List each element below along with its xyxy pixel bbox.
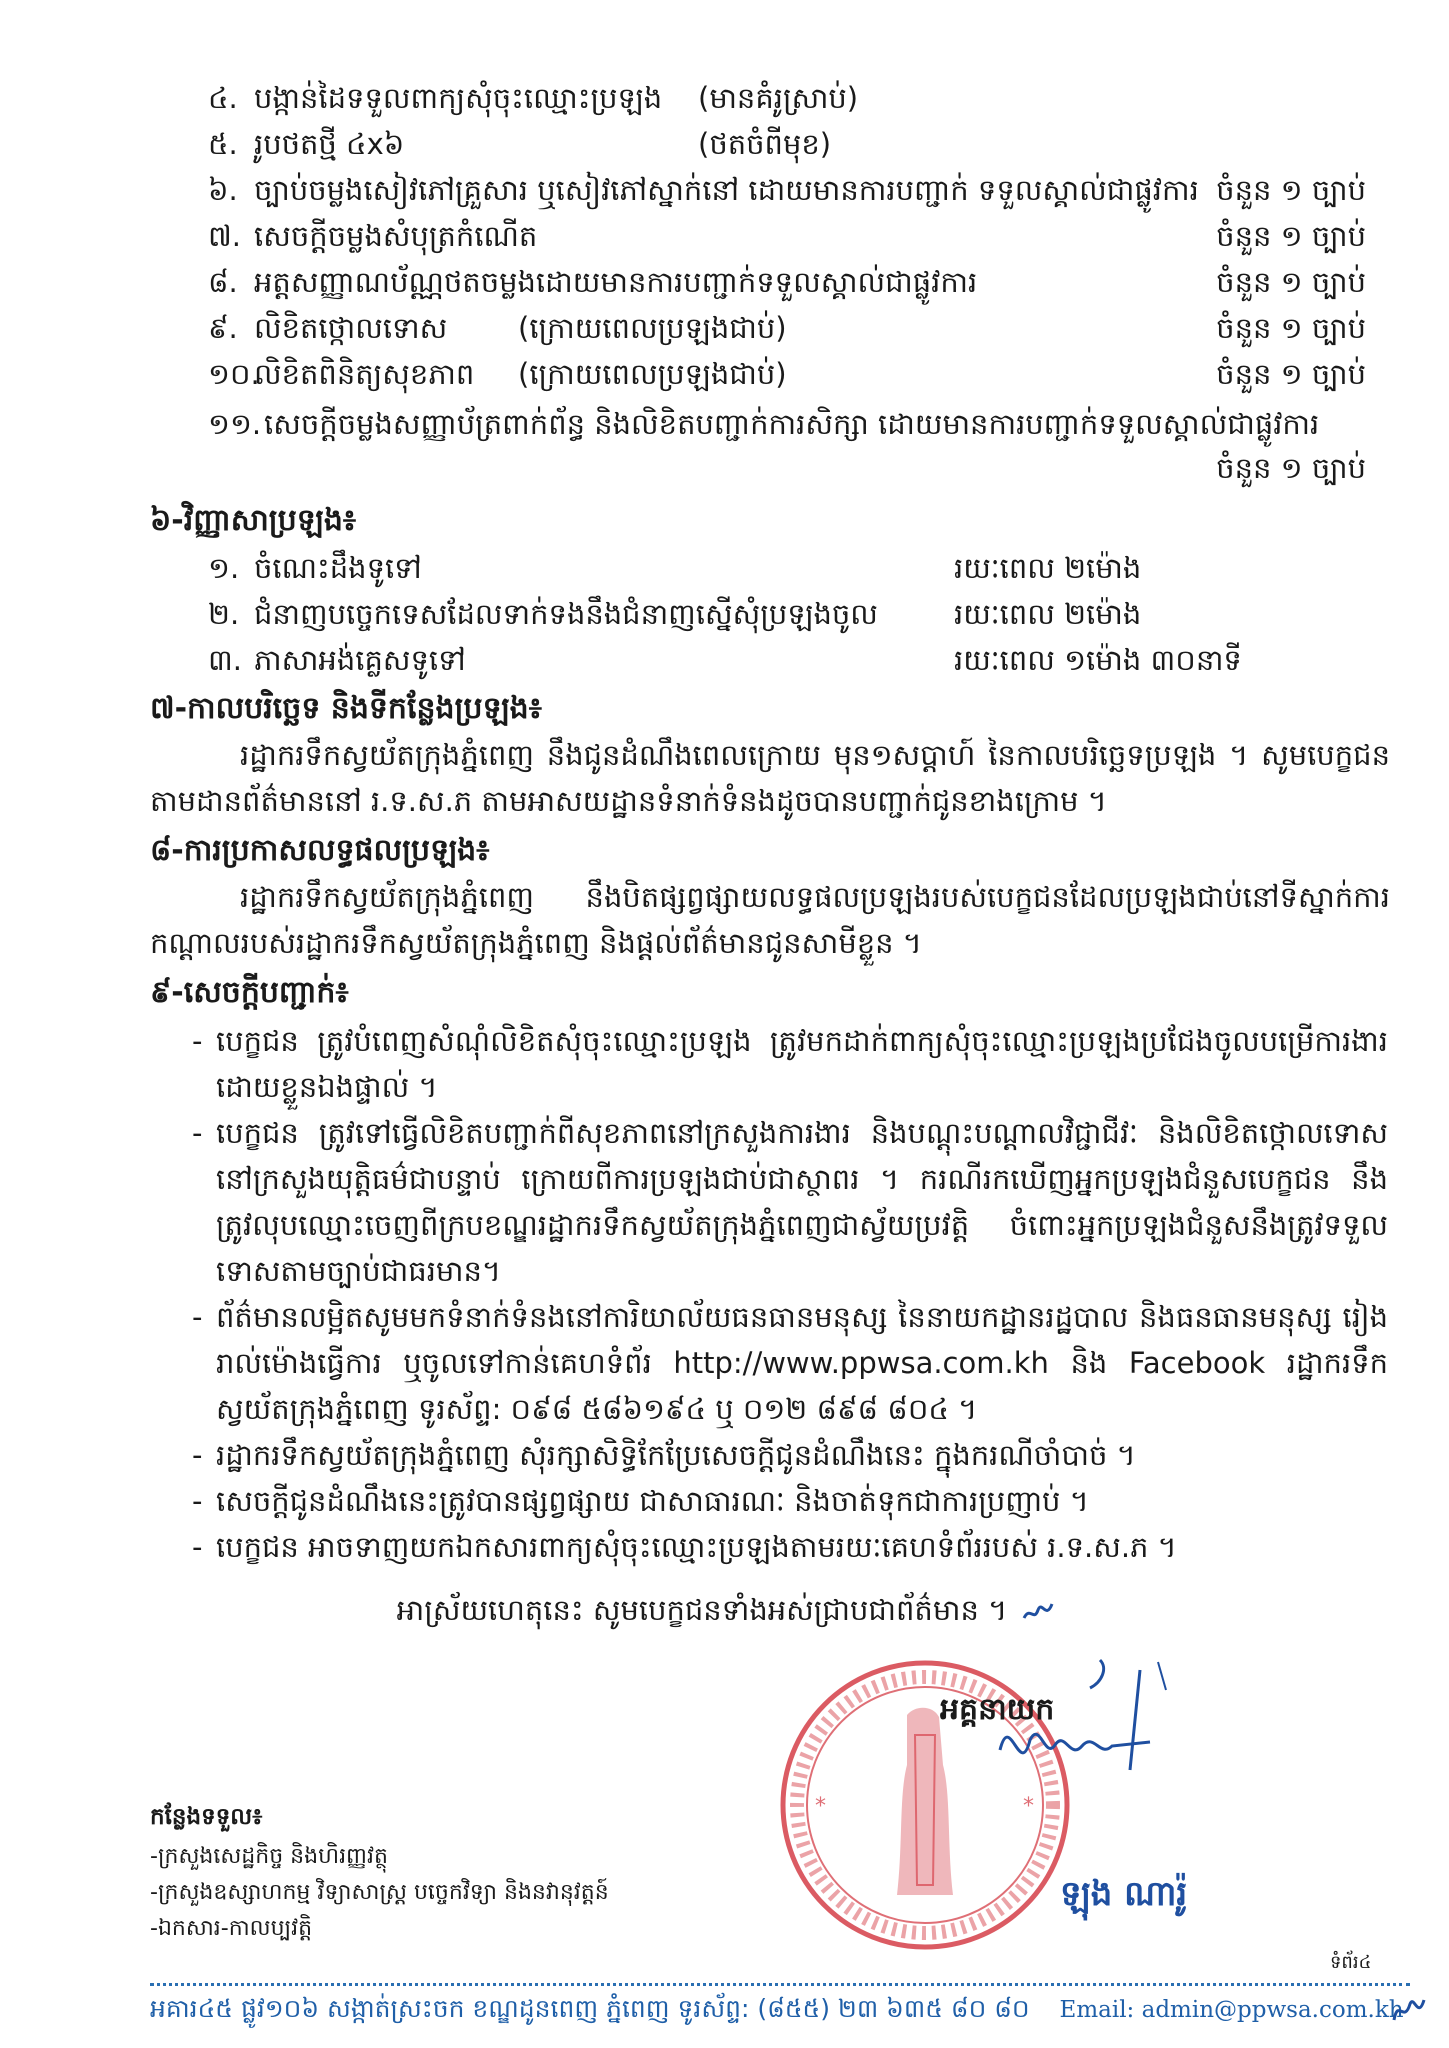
bullet-dash: - — [192, 1300, 203, 1334]
subject-duration: រយៈពេល ២ម៉ោង — [954, 597, 1142, 631]
signer-name: ឡុង ណារ៉ូ — [1060, 1874, 1188, 1914]
section-8-title: ៨-ការប្រកាសលទ្ធផលប្រឡង៖ — [150, 833, 490, 868]
item-text: ច្បាប់ចម្លងសៀវភៅគ្រួសារ ឬសៀវភៅស្នាក់នៅ ដោយមានការបញ្ជាក់ ទទួលស្គាល់ជាផ្លូវការ — [254, 173, 1199, 207]
note-bullet-2 — [192, 1110, 1388, 1294]
recipient-item: -ក្រសួងសេដ្ឋកិច្ច និងហិរញ្ញវត្ថុ — [150, 1844, 388, 1869]
bullet-dash: - — [192, 1484, 203, 1518]
bullet-dash: - — [192, 1438, 203, 1472]
note-bullet-5 — [192, 1478, 1388, 1524]
item-text: សេចក្តីចម្លងសញ្ញាប័ត្រពាក់ព័ន្ធ និងលិខិតបញ្ជាក់ការសិក្សា ដោយមានការបញ្ជាក់ទទួលស្គាល់ជាផ្លូវការ — [264, 407, 1320, 441]
initial-mark-icon — [1020, 1596, 1056, 1626]
bullet-dash: - — [192, 1116, 203, 1150]
closing-text: អាស្រ័យហេតុនេះ សូមបេក្ខជនទាំងអស់ជ្រាបជាព័ត៌មាន ។ — [396, 1593, 1008, 1627]
footer-initial-mark-icon — [1388, 1990, 1428, 2030]
item-number: ៧. — [208, 219, 242, 253]
item-count: ចំនួន ១ ច្បាប់ — [1216, 357, 1366, 391]
footer-divider — [150, 1983, 1410, 1986]
subject-duration: រយៈពេល ២ម៉ោង — [954, 551, 1142, 585]
recipient-item: -ឯកសារ-កាលប្បវត្តិ — [150, 1916, 313, 1941]
note-bullet-4 — [192, 1432, 1388, 1478]
item-number: ៦. — [208, 173, 238, 207]
item-count: ចំនួន ១ ច្បាប់ — [1216, 265, 1366, 299]
footer-email: Email: admin@ppwsa.com.kh — [1059, 1997, 1404, 2023]
item-count: ចំនួន ១ ច្បាប់ — [1216, 173, 1366, 207]
item-note: (មានគំរូស្រាប់) — [698, 81, 859, 115]
page-number: ទំព័រ៤ — [1330, 1952, 1372, 1973]
item-number: ៤. — [208, 81, 238, 115]
item-number: ៨. — [208, 265, 238, 299]
bullet-text: បេក្ខជន ត្រូវទៅធ្វើលិខិតបញ្ជាក់ពីសុខភាពនៅក្រសួងការងារ និងបណ្តុះបណ្តាលវិជ្ជាជីវៈ និងលិខិតថ្កោលទោសនៅក្រសួងយុត្តិធម៌ជាបន្ទាប់ ក្រោយពីការប្រឡងជាប់ជាស្ថាពរ ។ ករណីរកឃើញអ្នកប្រឡងជំនួសបេក្ខជន នឹងត្រូវលុបឈ្មោះចេញពីក្របខណ្ឌរដ្ឋាករទឹកស្វយ័តក្រុងភ្នំពេញជាស្វ័យប្រវត្តិ ចំពោះអ្នកប្រឡងជំនួសនឹងត្រូវទទួលទោសតាមច្បាប់ជាធរមាន។ — [216, 1116, 1388, 1288]
signer-title: អគ្គនាយក — [940, 1692, 1055, 1727]
section-7-title: ៧-កាលបរិច្ឆេទ និងទីកន្លែងប្រឡង៖ — [150, 691, 542, 726]
item-text: សេចក្តីចម្លងសំបុត្រកំណើត — [254, 219, 538, 253]
item-text: លិខិតពិនិត្យសុខភាព — [254, 357, 475, 391]
item-note: (ថតចំពីមុខ) — [698, 127, 832, 161]
bullet-text: រដ្ឋាករទឹកស្វយ័តក្រុងភ្នំពេញ សុំរក្សាសិទ្ធិកែប្រែសេចក្តីជូនដំណឹងនេះ ក្នុងករណីចាំបាច់ ។ — [216, 1438, 1136, 1472]
item-count: ចំនួន ១ ច្បាប់ — [1216, 311, 1366, 345]
section-6-title: ៦-វិញ្ញាសាប្រឡង៖ — [150, 503, 357, 538]
item-text: រូបថតថ្មី ៤x៦ — [254, 127, 405, 161]
section-8-body: រដ្ឋាករទឹកស្វយ័តក្រុងភ្នំពេញ នឹងបិតផ្សព្វផ្សាយលទ្ធផលប្រឡងរបស់បេក្ខជនដែលប្រឡងជាប់នៅទីស្នាក់ការកណ្តាលរបស់រដ្ឋាករទឹកស្វយ័តក្រុងភ្នំពេញ និងផ្តល់ព័ត៌មានជូនសាមីខ្លួន ។ — [150, 880, 1390, 960]
subject-text: ជំនាញបច្ចេកទេសដែលទាក់ទងនឹងជំនាញស្នើសុំប្រឡងចូល — [254, 597, 878, 631]
bullet-dash: - — [192, 1530, 203, 1564]
bullet-text: ព័ត៌មានលម្អិតសូមមកទំនាក់ទំនងនៅការិយាល័យធនធានមនុស្ស នៃនាយកដ្ឋានរដ្ឋបាល និងធនធានមនុស្ស រៀងរាល់ម៉ោងធ្វើការ ឬចូលទៅកាន់គេហទំព័រ http://www.ppwsa.com.kh និង Facebook រដ្ឋាករទឹកស្វយ័តក្រុងភ្នំពេញ ទូរស័ព្ទ: ០៩៨ ៥៨៦១៩៤ ឬ ០១២ ៨៩៨ ៨០៤ ។ — [216, 1300, 1388, 1426]
subject-number: ៣. — [208, 643, 242, 677]
subject-number: ១. — [208, 551, 240, 585]
bullet-text: សេចក្តីជូនដំណឹងនេះត្រូវបានផ្សព្វផ្សាយ ជាសាធារណៈ និងចាត់ទុកជាការប្រញាប់ ។ — [216, 1484, 1089, 1518]
svg-text:*: * — [1023, 1794, 1034, 1819]
item-count: ចំនួន ១ ច្បាប់ — [1216, 219, 1366, 253]
footer-address: អគារ៤៥ ផ្លូវ១០៦ សង្កាត់ស្រះចក ខណ្ឌដូនពេញ ភ្នំពេញ ទូរស័ព្ទ: (៨៥៥) ២៣ ៦៣៥ ៨០ ៨០ — [150, 1994, 1030, 2023]
closing-line — [0, 1590, 1449, 1630]
item-number: ៥. — [208, 127, 238, 161]
item-text: អត្តសញ្ញាណប័ណ្ណថតចម្លងដោយមានការបញ្ជាក់ទទួលស្គាល់ជាផ្លូវការ — [254, 265, 978, 299]
footer-contact — [150, 1994, 1410, 2030]
section-9-title: ៩-សេចក្តីបញ្ជាក់៖ — [150, 975, 349, 1010]
item-number: ១០. — [208, 357, 260, 391]
recipient-item: -ក្រសួងឧស្សាហកម្ម វិទ្យាសាស្ត្រ បច្ចេកវិទ្យា និងនវានុវត្តន៍ — [150, 1880, 609, 1905]
item-note: (ក្រោយពេលប្រឡងជាប់) — [518, 311, 787, 345]
note-bullet-1 — [192, 1018, 1388, 1110]
bullet-text: បេក្ខជន អាចទាញយកឯកសារពាក្យសុំចុះឈ្មោះប្រឡងតាមរយៈគេហទំព័ររបស់ រ.ទ.ស.ភ ។ — [216, 1530, 1177, 1564]
recipients-title: កន្លែងទទួល៖ — [150, 1804, 263, 1830]
subject-number: ២. — [208, 597, 240, 631]
item-text: បង្កាន់ដៃទទួលពាក្យសុំចុះឈ្មោះប្រឡង — [254, 81, 663, 115]
item-number: ១១. — [208, 407, 262, 441]
item-note: (ក្រោយពេលប្រឡងជាប់) — [518, 357, 787, 391]
section-7-body: រដ្ឋាករទឹកស្វយ័តក្រុងភ្នំពេញ នឹងជូនដំណឹងពេលក្រោយ មុន១សប្តាហ៍ នៃកាលបរិច្ឆេទប្រឡង ។ សូមបេក្ខជនតាមដានព័ត៌មាននៅ រ.ទ.ស.ភ តាមអាសយដ្ឋានទំនាក់ទំនងដូចបានបញ្ជាក់ជូនខាងក្រោម ។ — [150, 738, 1390, 818]
note-bullet-3 — [192, 1294, 1388, 1432]
bullet-dash: - — [192, 1024, 203, 1058]
svg-text:*: * — [815, 1794, 826, 1819]
item-number: ៩. — [208, 311, 238, 345]
subject-text: ចំណេះដឹងទូទៅ — [254, 551, 422, 585]
subject-text: ភាសាអង់គ្លេសទូទៅ — [254, 643, 466, 677]
item-count: ចំនួន ១ ច្បាប់ — [1216, 451, 1366, 485]
note-bullet-6 — [192, 1524, 1388, 1570]
subject-duration: រយៈពេល ១ម៉ោង ៣០នាទី — [954, 643, 1242, 677]
bullet-text: បេក្ខជន ត្រូវបំពេញសំណុំលិខិតសុំចុះឈ្មោះប្រឡង ត្រូវមកដាក់ពាក្យសុំចុះឈ្មោះប្រឡងប្រជែងចូលបម្រើការងារដោយខ្លួនឯងផ្ទាល់ ។ — [216, 1024, 1388, 1104]
item-text: លិខិតថ្កោលទោស — [254, 311, 448, 345]
